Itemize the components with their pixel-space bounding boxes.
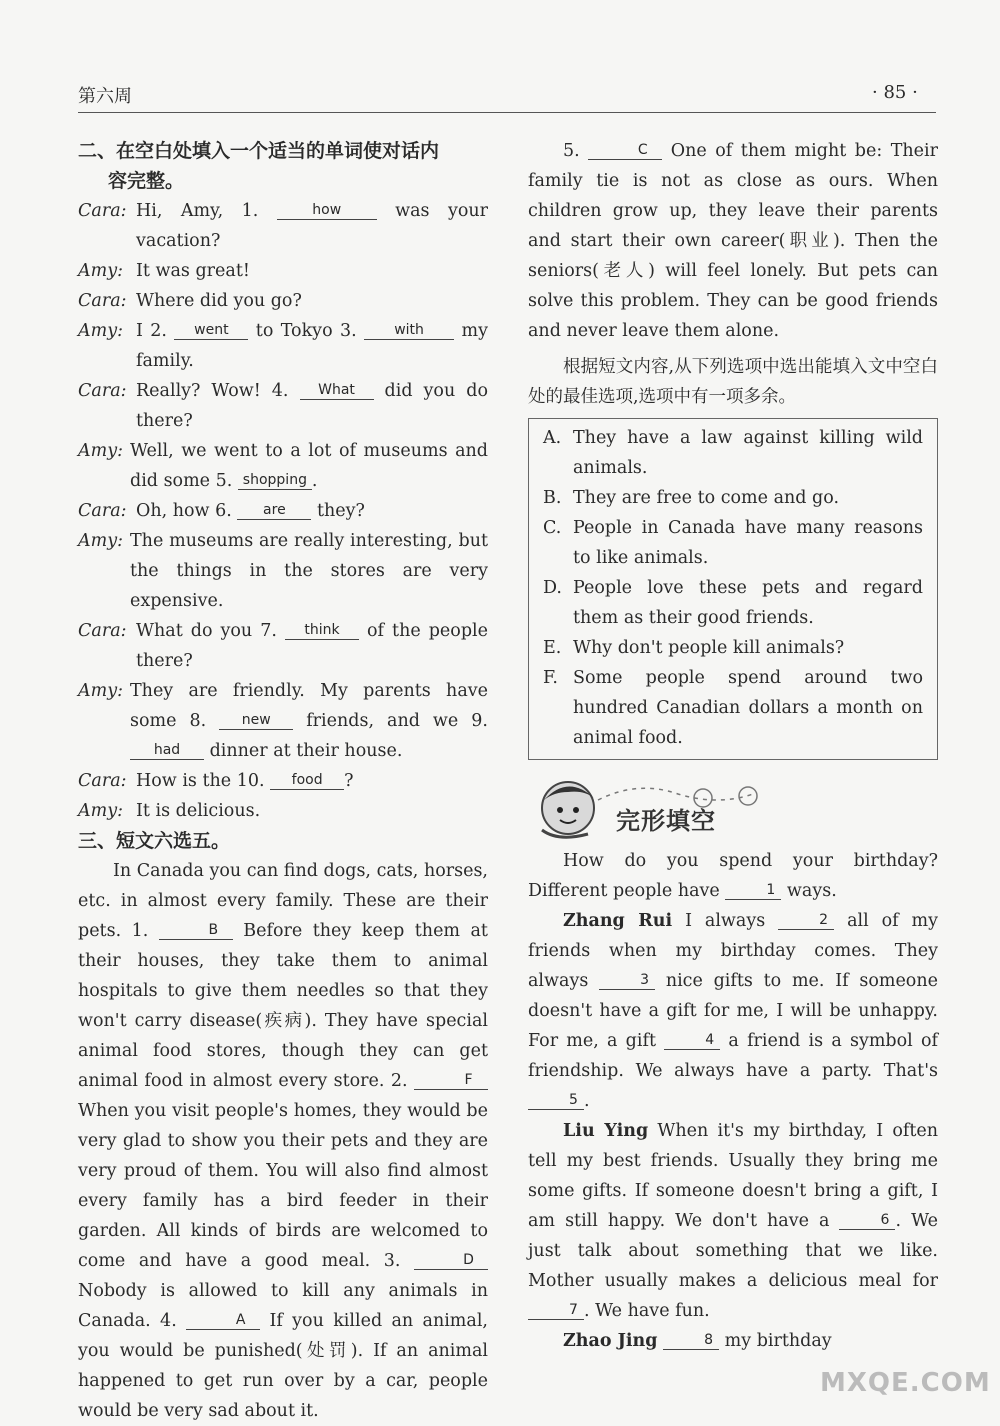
option-text: People in Canada have many reasons to like animals. [573, 518, 923, 568]
option-key: B. [543, 488, 562, 508]
cloze-blank-4[interactable]: 4 [664, 1031, 720, 1050]
answer-blank-4[interactable]: What [300, 381, 374, 400]
option-text: They have a law against killing wild animals. [573, 428, 923, 478]
option-key: F. [543, 668, 558, 688]
speaker: Cara: [78, 621, 127, 641]
cloze-blank-8[interactable]: 8 [663, 1331, 719, 1350]
option-text: People love these pets and regard them as their good friends. [573, 578, 923, 628]
cloze-blank-7[interactable]: 7 [528, 1301, 584, 1320]
option-key: E. [543, 638, 562, 658]
instruction: 根据短文内容,从下列选项中选出能填入文中空白处的最佳选项,选项中有一项多余。 [528, 357, 938, 407]
dialogue-text [136, 766, 488, 796]
text: . We have fun. [584, 1301, 710, 1321]
answer-blank-10[interactable]: food [270, 771, 344, 790]
text: of the people there? [136, 621, 488, 671]
speaker: Amy: [78, 261, 124, 281]
left-column [78, 136, 488, 1426]
text: In Canada you can find dogs, cats, horses, etc. in almost every family. These are their pets. 1. [78, 861, 488, 941]
option-text: Why don't people kill animals? [573, 638, 845, 658]
text: Hi, Amy, 1. [136, 201, 259, 221]
text: Oh, how 6. [136, 501, 232, 521]
text: How do you spend your birthday? Different people have [528, 851, 938, 901]
speaker: Cara: [78, 381, 127, 401]
text: my family. [136, 321, 488, 371]
option-text: Some people spend around two hundred Canadian dollars a month on animal food. [573, 668, 923, 748]
dialogue-text [136, 496, 488, 526]
dialogue-text [130, 676, 488, 766]
text: . [311, 471, 318, 491]
dialogue-text [136, 616, 488, 676]
text: Before they keep them at their houses, they take them to animal hospitals to give them needles so that they won't carry disease(疾病). They have special animal food stores, though they can get animal food in almost every store. 2. [78, 921, 488, 1091]
speaker: Amy: [78, 531, 124, 551]
text: was your vacation? [136, 201, 488, 251]
answer-blank-9[interactable]: had [130, 741, 204, 760]
text: all of my friends when my birthday comes. They always [528, 911, 938, 991]
cloze-paragraph-zhao-jing [528, 1326, 938, 1356]
dialogue-line [78, 376, 488, 436]
answer-blank-p4[interactable]: A [186, 1311, 260, 1330]
option-text: They are free to come and go. [573, 488, 840, 508]
dialogue-line [78, 676, 488, 766]
text: When you visit people's homes, they would be very glad to show you their pets and they are very proud of them. You will also find almost every family has a bird feeder in their garden. All kinds of birds are welcomed to come and have a good meal. 3. [78, 1101, 488, 1271]
cloze-blank-1[interactable]: 1 [725, 881, 781, 900]
speaker: Amy: [78, 321, 124, 341]
speaker: Cara: [78, 201, 127, 221]
dialogue-text: It was great! [136, 261, 250, 281]
option-f[interactable] [543, 663, 923, 753]
text: . We just talk about something that we like. Mother usually makes a delicious meal for [528, 1211, 938, 1291]
answer-blank-1[interactable]: how [277, 201, 377, 220]
person-name: Zhang Rui [563, 911, 673, 931]
dialogue-line [78, 316, 488, 376]
speaker: Amy: [78, 681, 124, 701]
text: 5. [563, 141, 580, 161]
speaker: Cara: [78, 501, 127, 521]
text: ? [344, 771, 354, 791]
text: dinner at their house. [209, 741, 403, 761]
dialogue-line [78, 286, 488, 316]
person-name: Zhao Jing [563, 1331, 658, 1351]
answer-blank-5[interactable]: shopping [238, 471, 312, 490]
section-3-title: 三、短文六选五。 [78, 830, 231, 852]
answer-blank-3[interactable]: with [364, 321, 454, 340]
cloze-intro [528, 846, 938, 906]
text: nice gifts to me. If someone doesn't have a gift for me, I will be unhappy. For me, a gift [528, 971, 938, 1051]
option-key: C. [543, 518, 562, 538]
answer-blank-p3[interactable]: D [414, 1251, 488, 1270]
text: When it's my birthday, I often tell my best friends. Usually they bring me some gifts. If someone doesn't bring a gift, I am still happy. We don't have a [528, 1121, 938, 1231]
text: If you killed an animal, you would be punished(处罚). If an animal happened to get run over by a car, people would be very sad about it. [78, 1311, 488, 1421]
header-rule [78, 112, 936, 113]
text: I 2. [136, 321, 167, 341]
text: Really? Wow! 4. [136, 381, 289, 401]
text: One of them might be: Their family tie is not as close as ours. When children grow up, they leave their parents and start their own career(职业). Then the seniors(老人) will feel lonely. But pets can solve this problem. They can be good friends and never leave them alone. [528, 141, 938, 341]
option-e[interactable] [543, 633, 923, 663]
answer-blank-p5[interactable]: C [588, 141, 662, 160]
dialogue-text [136, 316, 488, 376]
section-2-title-cont: 容完整。 [108, 170, 185, 192]
cloze-paragraph-liu-ying [528, 1116, 938, 1326]
cloze-title: 完形填空 [616, 807, 716, 835]
speaker: Amy: [78, 801, 124, 821]
dialogue-text: The museums are really interesting, but the things in the stores are very expensive. [130, 531, 488, 611]
dialogue-text: Where did you go? [136, 291, 302, 311]
text: did you do there? [136, 381, 488, 431]
answer-blank-p1[interactable]: B [159, 921, 233, 940]
dialogue-line [78, 766, 488, 796]
text: They are friendly. My parents have some 8. [130, 681, 488, 731]
answer-blank-6[interactable]: are [237, 501, 311, 520]
cloze-blank-6[interactable]: 6 [839, 1211, 895, 1230]
watermark: MXQE.COM [820, 1368, 991, 1398]
option-b[interactable] [543, 483, 923, 513]
text: my birthday [724, 1331, 832, 1351]
answer-blank-2[interactable]: went [174, 321, 248, 340]
cloze-banner [528, 770, 938, 846]
speaker: Amy: [78, 441, 124, 461]
option-a[interactable] [543, 423, 923, 483]
dialogue-text: It is delicious. [136, 801, 261, 821]
text: How is the 10. [136, 771, 265, 791]
option-key: A. [543, 428, 562, 448]
text: . [584, 1091, 590, 1111]
option-key: D. [543, 578, 562, 598]
text: to Tokyo 3. [255, 321, 357, 341]
cloze-blank-2[interactable]: 2 [778, 911, 834, 930]
dialogue-line [78, 616, 488, 676]
text: Well, we went to a lot of museums and did some 5. [130, 441, 488, 491]
dialogue-line [78, 796, 488, 826]
answer-blank-p2[interactable]: F [414, 1071, 488, 1090]
text: they? [316, 501, 365, 521]
passage-paragraph [528, 136, 938, 346]
text: Nobody is allowed to kill any animals in Canada. 4. [78, 1281, 488, 1331]
text: ways. [786, 881, 837, 901]
dialogue-text [136, 376, 488, 436]
section-2-title: 二、在空白处填入一个适当的单词使对话内 [78, 140, 440, 162]
right-column [528, 136, 938, 1356]
person-name: Liu Ying [563, 1121, 649, 1141]
dialogue-line [78, 496, 488, 526]
text: friends, and we 9. [306, 711, 488, 731]
text: a friend is a symbol of friendship. We always have a party. That's [528, 1031, 938, 1081]
speaker: Cara: [78, 771, 127, 791]
cloze-blank-3[interactable]: 3 [599, 971, 655, 990]
dialogue-line [78, 256, 488, 286]
text: What do you 7. [136, 621, 277, 641]
cloze-blank-5[interactable]: 5 [528, 1091, 584, 1110]
passage-paragraph [78, 856, 488, 1426]
option-c[interactable] [543, 513, 923, 573]
options-box [528, 418, 938, 760]
dialogue-line [78, 526, 488, 616]
dialogue-text [136, 196, 488, 256]
answer-blank-7[interactable]: think [285, 621, 359, 640]
page-header-week: 第六周 [78, 86, 132, 107]
dialogue-text [130, 436, 488, 496]
option-d[interactable] [543, 573, 923, 633]
page-number: · 85 · [872, 82, 918, 103]
dialogue-line [78, 196, 488, 256]
speaker: Cara: [78, 291, 127, 311]
dialogue-line [78, 436, 488, 496]
text: I always [685, 911, 766, 931]
cloze-paragraph-zhang-rui [528, 906, 938, 1116]
answer-blank-8[interactable]: new [219, 711, 293, 730]
